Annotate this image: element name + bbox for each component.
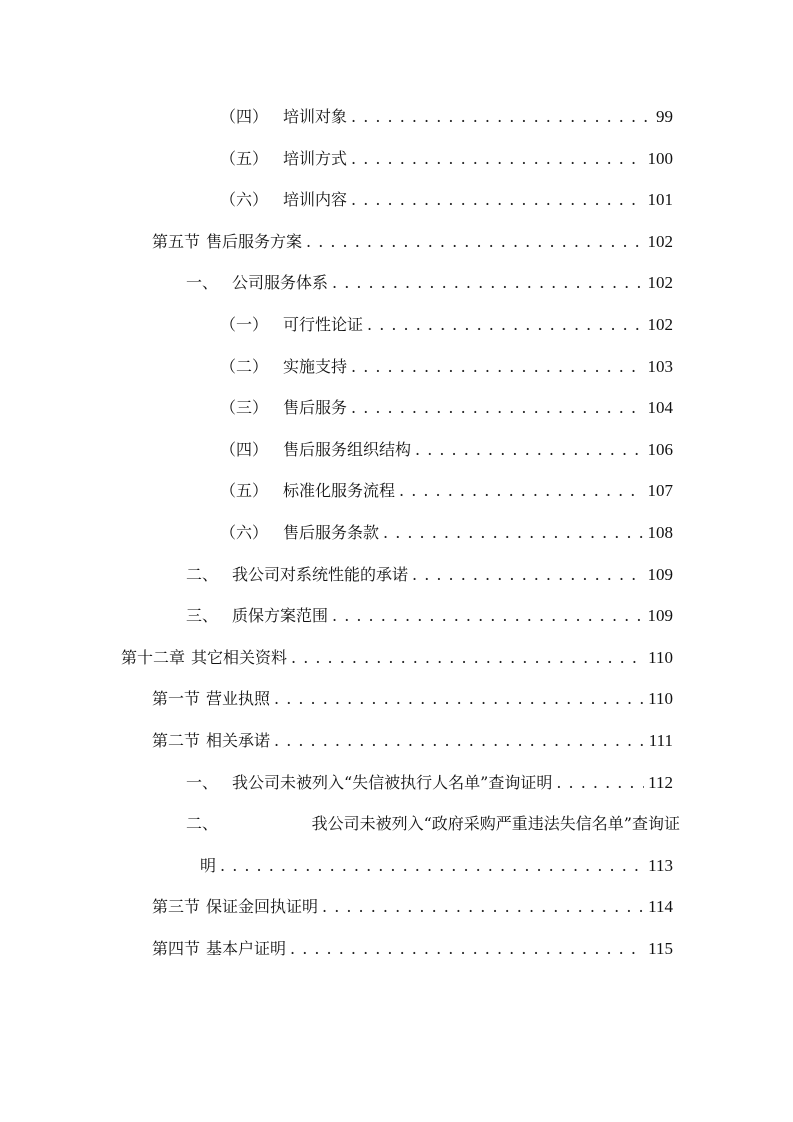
toc-entry-page: 115 — [648, 939, 673, 958]
toc-entry-prefix: 第三节 — [152, 897, 201, 917]
toc-entry[interactable] — [220, 479, 673, 503]
toc-entry-prefix: （四） — [220, 107, 269, 126]
toc-entry-page: 109 — [647, 606, 673, 626]
dot-leader — [415, 438, 643, 462]
toc-entry-title: 售后服务 — [283, 398, 348, 418]
toc-entry-title: 实施支持 — [283, 356, 348, 376]
toc-entry[interactable] — [152, 230, 673, 254]
toc-entry-title: 我公司未被列入“政府采购严重违法失信名单”查询证 — [311, 814, 680, 834]
toc-entry-title: 售后服务方案 — [206, 231, 303, 251]
toc-entry-page: 104 — [647, 398, 673, 418]
toc-entry[interactable] — [186, 271, 673, 295]
toc-entry-prefix: （六） — [220, 190, 269, 210]
toc-entry-prefix: 第二节 — [152, 731, 201, 750]
toc-entry-title: 公司服务体系 — [232, 273, 329, 293]
dot-leader — [220, 854, 644, 878]
toc-entry-page: 113 — [648, 855, 673, 875]
toc-entry-prefix: （五） — [220, 481, 269, 501]
toc-entry-prefix: 二、 — [186, 814, 219, 834]
toc-entry[interactable] — [220, 313, 673, 337]
toc-entry-prefix: （一） — [220, 315, 269, 334]
toc-entry-title: 保证金回执证明 — [206, 897, 319, 917]
toc-entry-prefix: （六） — [220, 523, 269, 542]
toc-entry[interactable] — [152, 729, 673, 753]
toc-entry[interactable] — [220, 355, 673, 379]
dot-leader — [351, 105, 652, 129]
dot-leader — [556, 771, 644, 795]
toc-entry-prefix: 第四节 — [152, 939, 201, 958]
dot-leader — [351, 355, 643, 379]
toc-entry-prefix: 第十二章 — [121, 647, 186, 667]
toc-entry-prefix: 二、 — [186, 564, 219, 584]
toc-entry-title: 营业执照 — [206, 689, 271, 709]
toc-entry-page: 110 — [648, 647, 673, 667]
toc-entry[interactable] — [121, 646, 673, 670]
dot-leader — [412, 563, 643, 587]
dot-leader — [367, 313, 643, 337]
dot-leader — [351, 188, 643, 212]
toc-entry-page: 106 — [647, 439, 673, 459]
toc-entry-title: 明 — [200, 855, 217, 875]
toc-entry-title: 可行性论证 — [283, 315, 364, 334]
toc-entry-title: 售后服务条款 — [283, 523, 380, 542]
dot-leader — [306, 230, 643, 254]
toc-entry[interactable] — [220, 105, 673, 129]
dot-leader — [274, 729, 645, 753]
toc-entry-page: 112 — [648, 772, 673, 792]
toc-entry-page: 99 — [656, 107, 673, 126]
toc-entry-page: 101 — [647, 190, 673, 210]
toc-entry-prefix: （二） — [220, 356, 269, 376]
toc-entry-prefix: 第五节 — [152, 231, 201, 251]
dot-leader — [332, 604, 643, 628]
toc-entry-title: 我公司对系统性能的承诺 — [232, 564, 409, 584]
toc-entry-page: 102 — [647, 231, 673, 251]
toc-entry-page: 102 — [647, 273, 673, 293]
toc-entry-page: 103 — [647, 356, 673, 376]
toc-entry[interactable] — [186, 604, 673, 628]
toc-entry-title: 培训对象 — [283, 107, 348, 126]
toc-entry-page: 108 — [647, 523, 673, 542]
toc-entry[interactable] — [152, 687, 673, 711]
toc-entry-page: 110 — [648, 689, 673, 709]
toc-entry-page: 100 — [647, 148, 673, 168]
toc-entry[interactable] — [152, 895, 673, 919]
toc-entry-page: 111 — [648, 731, 673, 750]
toc-entry-prefix: （五） — [220, 148, 269, 168]
toc-entry-title: 培训方式 — [283, 148, 348, 168]
toc-entry-title: 基本户证明 — [206, 939, 287, 958]
toc-entry-prefix: （四） — [220, 439, 269, 459]
dot-leader — [351, 396, 643, 420]
toc-entry-title: 相关承诺 — [206, 731, 271, 750]
toc-entry-prefix: 一、 — [186, 273, 219, 293]
toc-entry-prefix: 三、 — [186, 606, 219, 626]
toc-entry[interactable] — [220, 396, 673, 420]
toc-entry-title: 标准化服务流程 — [283, 481, 396, 501]
toc-entry-page: 114 — [648, 897, 673, 917]
toc-entry-title: 培训内容 — [283, 190, 348, 210]
dot-leader — [332, 271, 643, 295]
dot-leader — [383, 521, 643, 545]
toc-entry-title: 质保方案范围 — [232, 606, 329, 626]
toc-entry-title: 售后服务组织结构 — [283, 439, 412, 459]
toc-entry-page: 109 — [647, 564, 673, 584]
toc-entry[interactable] — [186, 812, 680, 836]
toc-entry[interactable] — [220, 438, 673, 462]
dot-leader — [351, 147, 643, 171]
toc-entry-prefix: 一、 — [186, 772, 219, 792]
dot-leader — [322, 895, 644, 919]
dot-leader — [291, 646, 644, 670]
toc-entry-page: 102 — [647, 315, 673, 334]
toc-entry-title: 其它相关资料 — [191, 647, 288, 667]
toc-entry[interactable] — [220, 188, 673, 212]
toc-entry-title: 我公司未被列入“失信被执行人名单”查询证明 — [232, 772, 553, 792]
toc-entry[interactable] — [186, 563, 673, 587]
toc-entry-page: 107 — [647, 481, 673, 501]
toc-entry[interactable] — [220, 147, 673, 171]
toc-entry[interactable] — [200, 854, 673, 878]
dot-leader — [274, 687, 644, 711]
dot-leader — [290, 937, 644, 961]
toc-entry[interactable] — [186, 771, 673, 795]
toc-entry-prefix: 第一节 — [152, 689, 201, 709]
toc-entry[interactable] — [220, 521, 673, 545]
toc-entry[interactable] — [152, 937, 673, 961]
dot-leader — [399, 479, 643, 503]
toc-entry-prefix: （三） — [220, 398, 269, 418]
